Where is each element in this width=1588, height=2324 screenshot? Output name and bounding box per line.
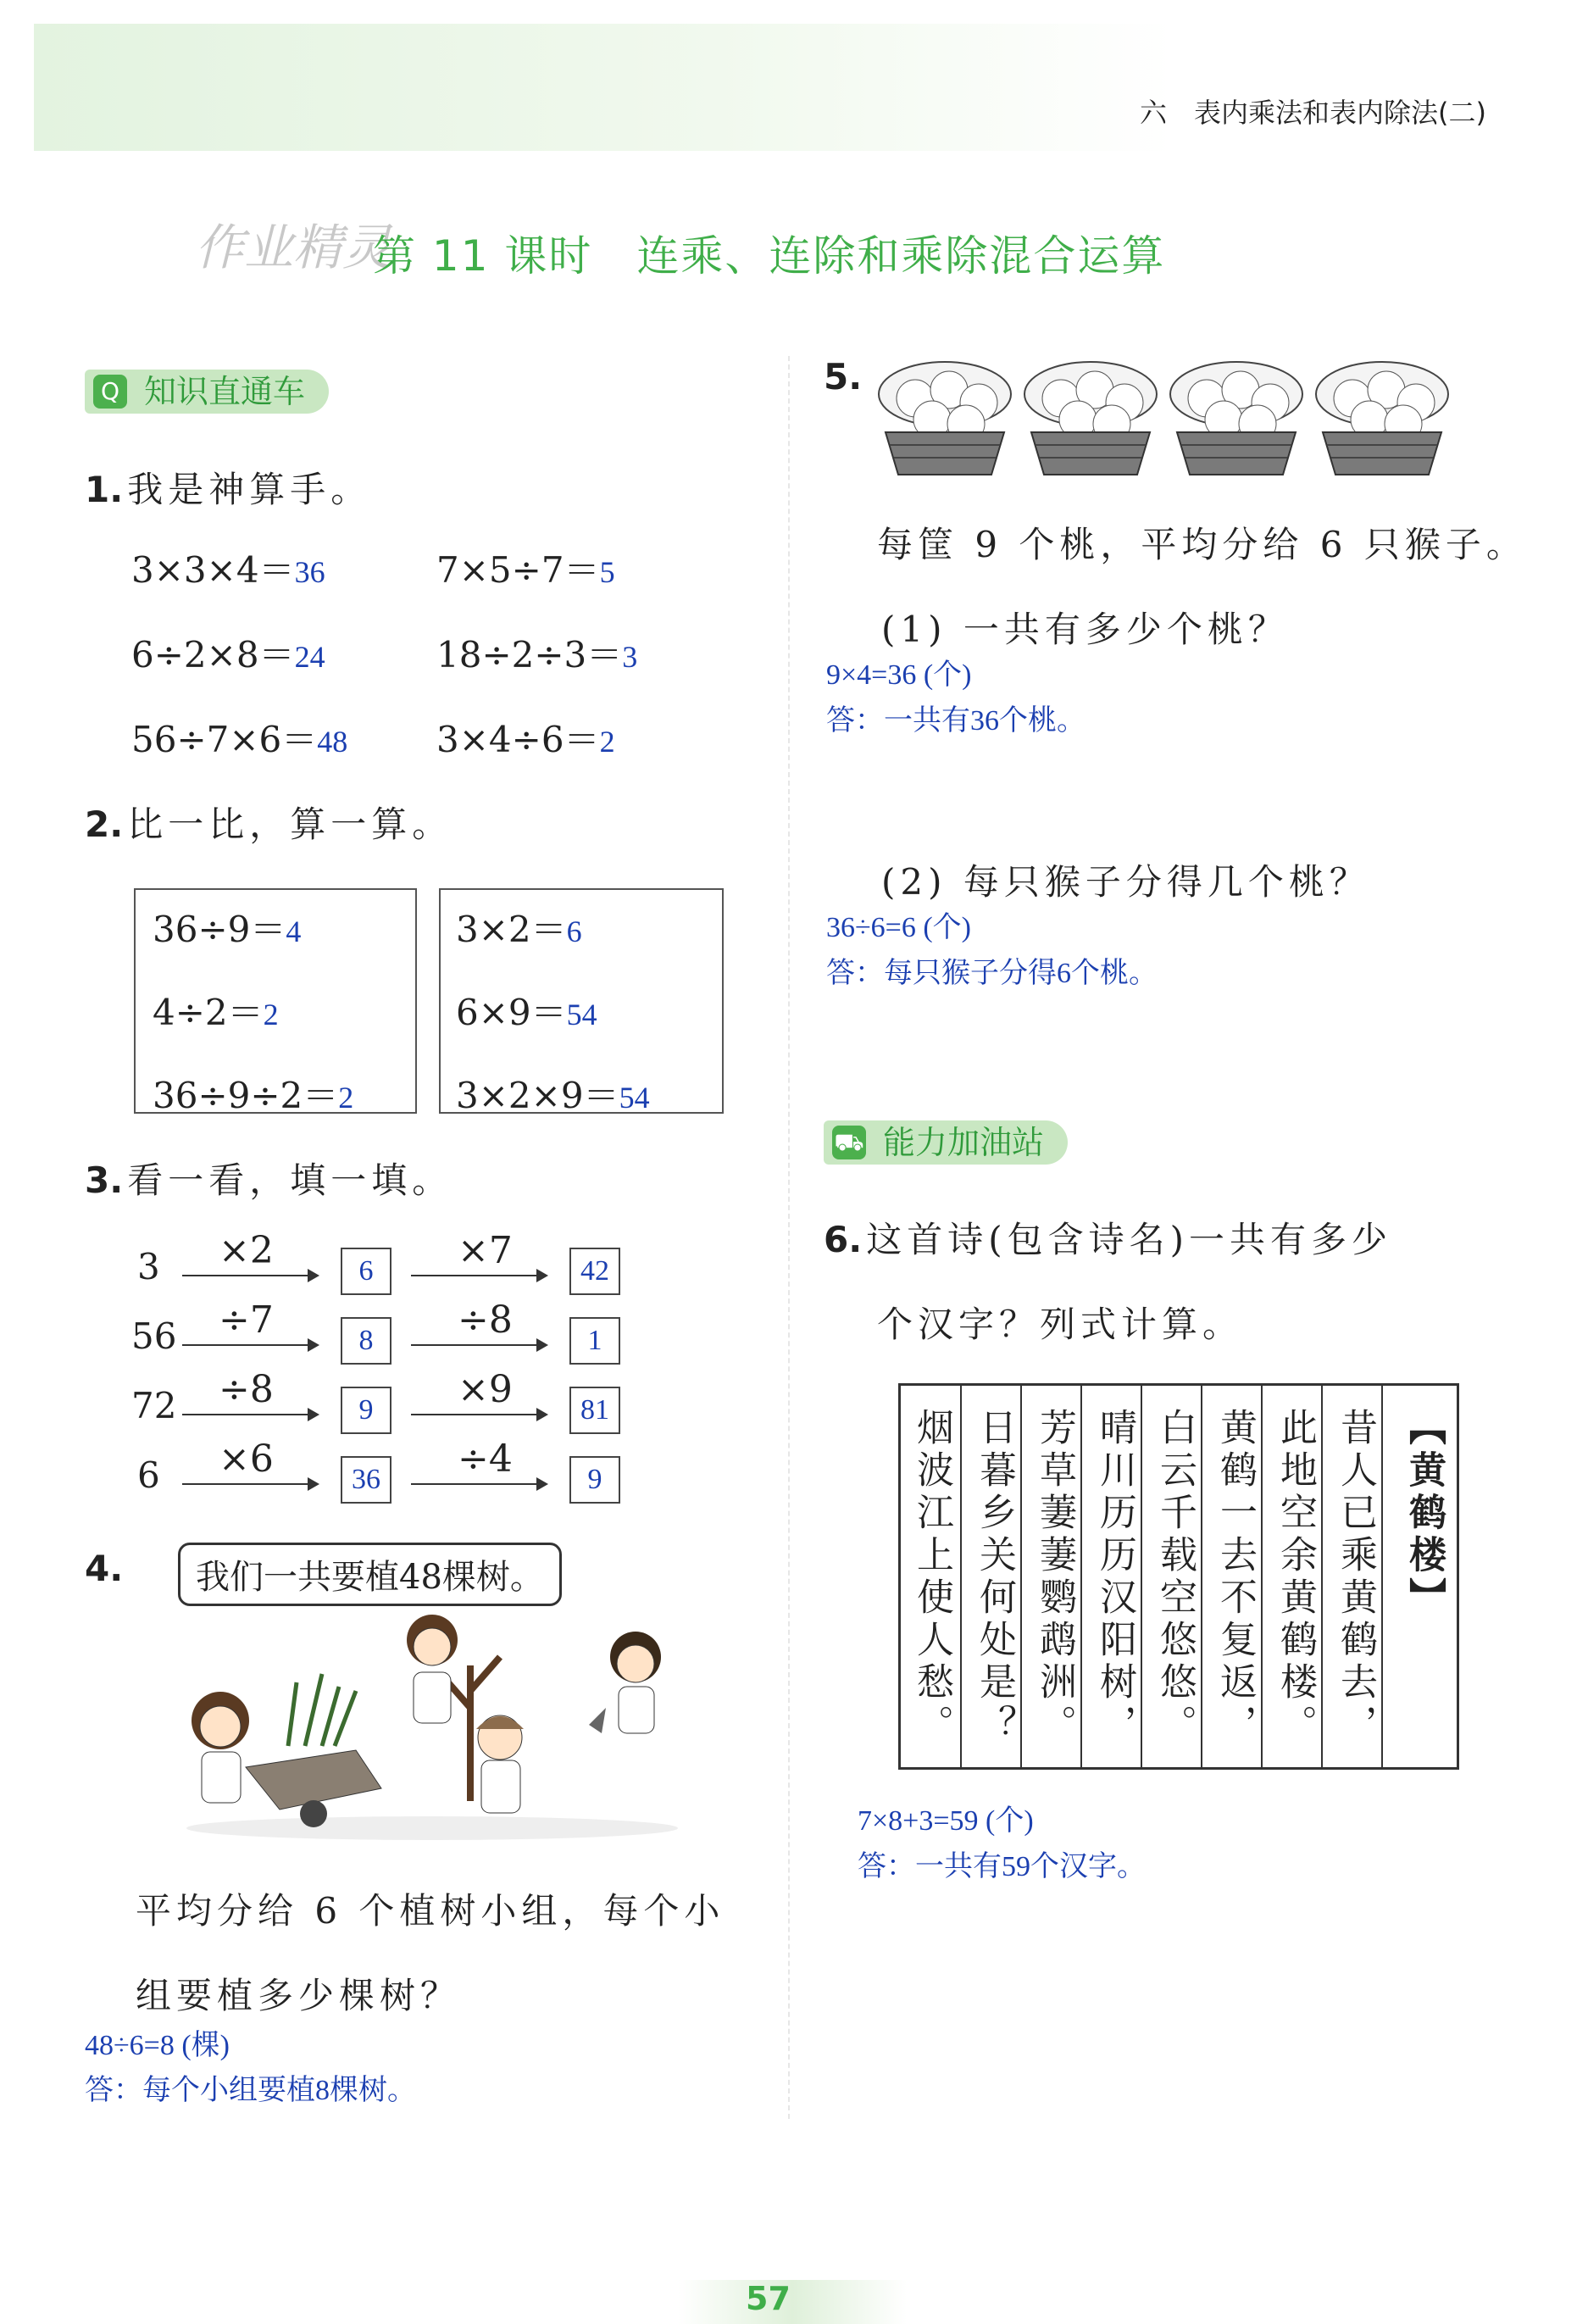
question-text: 这首诗(包含诗名)一共有多少 (866, 1219, 1393, 1260)
answer: 2 (338, 1081, 354, 1115)
answer-line: 48÷6=8 (棵) (85, 2030, 230, 2061)
q2-item (456, 1068, 650, 1119)
basket (1316, 362, 1448, 475)
chain-start: 3 (137, 1246, 160, 1287)
chain-operator: ×7 (458, 1229, 513, 1272)
bubble-text: 我们一共要植48棵树。 (196, 1558, 544, 1597)
answer-line: 答：一共有59个汉字。 (858, 1851, 1146, 1882)
answer-line: 36÷6=6 (个) (826, 912, 971, 943)
speech-bubble (178, 1543, 562, 1606)
poem-line: 烟波江上使人愁。 (910, 1408, 953, 1747)
expression: 36÷9÷2＝ (153, 1075, 339, 1116)
answer: 54 (566, 998, 597, 1031)
expression: 6÷2×8＝ (131, 634, 295, 676)
car-icon: ⛟ (832, 1126, 866, 1159)
question-text: 我是神算手。 (127, 469, 372, 510)
question-text: 看一看，填一填。 (127, 1159, 453, 1201)
q2-left-box (134, 888, 417, 1114)
expression: 56÷7×6＝ (131, 719, 318, 760)
q2-item (456, 902, 582, 953)
poem-line: 日暮乡关何处是？ (960, 1386, 1021, 1767)
q2-item (153, 902, 301, 953)
chain-operator: ×2 (219, 1229, 274, 1272)
poem-line: 此地空余黄鹤楼。 (1261, 1386, 1322, 1767)
question-text: 每筐 9 个桃，平均分给 6 只猴子。 (877, 524, 1527, 565)
arrow-right-icon (182, 1483, 318, 1485)
q1-item (436, 627, 637, 678)
answer: 48 (317, 725, 348, 759)
column-divider (788, 356, 790, 2119)
poem-line: 芳草萋萋鹦鹉洲。 (1020, 1386, 1081, 1767)
basket (879, 362, 1011, 475)
expression: 6×9＝ (456, 992, 567, 1033)
arrow-right-icon (182, 1275, 318, 1276)
arrow-right-icon (182, 1414, 318, 1415)
arrow-right-icon (411, 1414, 547, 1415)
lesson-title: 第 11 课时 连乘、连除和乘除混合运算 (373, 231, 1166, 281)
expression: 4÷2＝ (153, 992, 264, 1033)
expression: 3×3×4＝ (131, 549, 295, 591)
basket (1024, 362, 1157, 475)
chain-start: 56 (131, 1315, 177, 1357)
chain-operator: ÷8 (458, 1298, 513, 1342)
chain-end-answer: 81 (569, 1387, 620, 1434)
section-tag-label: 能力加油站 (883, 1124, 1045, 1161)
answer-line: 7×8+3=59 (个) (858, 1805, 1034, 1837)
question-3 (85, 1153, 453, 1204)
chain-mid-answer: 6 (341, 1248, 391, 1295)
q1-item (131, 712, 347, 763)
answer-line: 9×4=36 (个) (826, 659, 972, 691)
chain-mid-answer: 9 (341, 1387, 391, 1434)
arrow-right-icon (411, 1483, 547, 1485)
expression: 3×2＝ (456, 909, 567, 950)
q2-right-box (439, 888, 724, 1114)
question-text: 组要植多少棵树？ (136, 1975, 462, 2016)
q2-item (153, 985, 279, 1036)
expression: 7×5÷7＝ (436, 549, 600, 591)
search-icon: Q (93, 375, 127, 409)
arrow-right-icon (411, 1344, 547, 1346)
answer-line: 答：每个小组要植8棵树。 (85, 2075, 416, 2106)
question-number: 4. (85, 1548, 124, 1589)
chain-operator: ×6 (219, 1437, 274, 1481)
answer: 6 (566, 915, 582, 948)
q1-item (436, 712, 615, 763)
poem-line: 白云千载空悠悠。 (1141, 1386, 1202, 1767)
expression: 18÷2÷3＝ (436, 634, 623, 676)
q1-item (131, 627, 325, 678)
chain-mid-answer: 8 (341, 1317, 391, 1365)
poem-title: 【黄鹤楼】 (1381, 1386, 1451, 1767)
question-text: 平均分给 6 个植树小组，每个小 (136, 1890, 725, 1932)
chain-start: 72 (131, 1385, 177, 1426)
chain-operator: ÷4 (458, 1437, 513, 1481)
answer: 2 (263, 998, 279, 1031)
header-band (34, 24, 1554, 151)
answer: 2 (599, 725, 615, 759)
question-6 (824, 1212, 1392, 1263)
basket (1170, 362, 1302, 475)
answer-line: 答：一共有36个桃。 (826, 705, 1086, 737)
question-1 (85, 462, 371, 513)
page-number-band (678, 2280, 907, 2324)
sub-question: (1) 一共有多少个桃？ (881, 609, 1289, 650)
chain-end-answer: 9 (569, 1456, 620, 1504)
chain-start: 6 (137, 1454, 160, 1496)
question-number: 6. (824, 1219, 863, 1260)
answer: 54 (619, 1081, 650, 1115)
chapter-header: 六 表内乘法和表内除法(二) (1140, 97, 1486, 129)
q1-item (436, 542, 615, 593)
tree-planting-illustration (161, 1606, 703, 1852)
poem-table (898, 1383, 1459, 1770)
chain-end-answer: 1 (569, 1317, 620, 1365)
watermark: 作业精灵 (195, 219, 392, 276)
expression: 36÷9＝ (153, 909, 286, 950)
q1-item (131, 542, 325, 593)
question-text: 比一比，算一算。 (127, 803, 453, 845)
expression: 3×4÷6＝ (436, 719, 600, 760)
chain-mid-answer: 36 (341, 1456, 391, 1504)
chain-operator: ×9 (458, 1368, 513, 1411)
page-number: 57 (746, 2280, 791, 2317)
q2-item (456, 985, 597, 1036)
answer-line: 答：每只猴子分得6个桃。 (826, 958, 1158, 989)
poem-line: 晴川历历汉阳树， (1080, 1386, 1141, 1767)
question-number: 2. (85, 803, 124, 845)
poem-line: 昔人已乘黄鹤去， (1321, 1386, 1382, 1767)
answer: 5 (599, 555, 615, 589)
sub-question: (2) 每只猴子分得几个桃？ (881, 861, 1370, 903)
expression: 3×2×9＝ (456, 1075, 619, 1116)
question-2 (85, 797, 453, 848)
chain-operator: ÷8 (219, 1368, 274, 1411)
q2-item (153, 1068, 353, 1119)
arrow-right-icon (182, 1344, 318, 1346)
section-tag-knowledge (85, 370, 329, 414)
section-tag-label: 知识直通车 (144, 373, 306, 410)
question-number: 3. (85, 1159, 124, 1201)
answer: 3 (622, 640, 638, 674)
peach-baskets-illustration (873, 356, 1458, 483)
question-number: 5. (824, 356, 863, 398)
section-tag-ability (824, 1120, 1068, 1165)
arrow-right-icon (411, 1275, 547, 1276)
answer: 24 (294, 640, 325, 674)
chain-operator: ÷7 (219, 1298, 274, 1342)
answer: 4 (286, 915, 302, 948)
question-text: 个汉字？列式计算。 (877, 1304, 1244, 1345)
answer: 36 (294, 555, 325, 589)
chain-end-answer: 42 (569, 1248, 620, 1295)
question-number: 1. (85, 469, 124, 510)
poem-line: 黄鹤一去不复返， (1201, 1386, 1262, 1767)
